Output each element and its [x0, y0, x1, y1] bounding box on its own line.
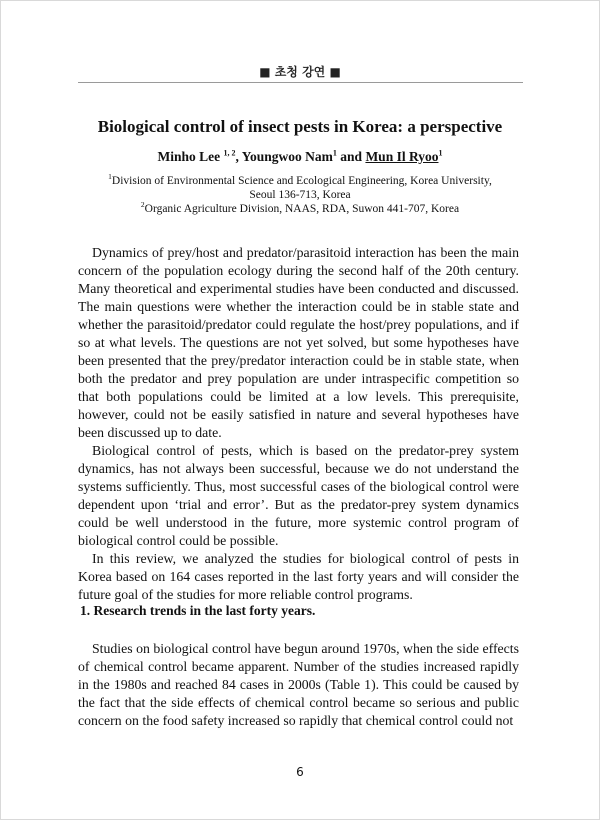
author-affiliation-mark: 1 — [332, 148, 337, 158]
affiliation-mark: 1 — [108, 172, 112, 182]
author-affiliation-mark: 1, 2 — [223, 148, 236, 158]
author-name: Minho Lee — [157, 149, 221, 164]
affiliation-2 — [0, 200, 600, 215]
section-heading: 1. Research trends in the last forty years. — [80, 603, 316, 618]
affiliation-text: Division of Environmental Science and Ecological Engineering, Korea University, — [111, 175, 492, 187]
corresponding-author-name: Mun Il Ryoo — [365, 149, 439, 164]
body-paragraph: Studies on biological control have begun around 1970s, when the side effects of chemical control became apparent. Number of the studies increased rapidly in the 1980s and reached 84 cases in 2000s (Table 1). This could be caused by the fact that the side effects of chemical control became so serious and public concern on the food safety increased so rapidly that chemical control could not — [78, 641, 519, 728]
affiliation-1-cont: Seoul 136-713, Korea — [249, 189, 351, 201]
affiliation-mark: 2 — [140, 200, 145, 210]
affiliation-text: Organic Agriculture Division, NAAS, RDA, Suwon 441-707, Korea — [144, 203, 460, 215]
author-conjunction: and — [340, 149, 363, 164]
running-header: ■ 초청 강연 ■ — [259, 65, 341, 79]
body-paragraph: Dynamics of prey/host and predator/parasitoid interaction has been the main concern of the population ecology during the second half of the 20th century. Many theoretical and experimental studies have been conducted and discussed. The main questions were whether the interaction could be in stable state and whether the parasitoid/predator could regulate the host/prey populations, and if so at what levels. The questions are not yet solved, but some hypotheses have been presented that the prey/predator interaction could be in stable state, when both the predator and prey population are under intraspecific competition so that both populations could be limited at a low levels. This prerequisite, however, could not be easily satisfied in nature and several hypotheses have been discussed up to date. — [78, 245, 519, 440]
page-number: 6 — [296, 765, 304, 779]
author-affiliation-mark: 1 — [438, 148, 443, 158]
body-paragraph: Biological control of pests, which is based on the predator-prey system dynamics, has not always been successful, because we do not understand the systems sufficiently. Thus, most successful cases of the biological control were dependent upon ‘trial and error’. But as the predator-prey system dynamics could be well understood in the future, more systemic control program of biological control could be possible. — [78, 443, 519, 548]
introduction-text — [78, 244, 519, 604]
author-line: Minho Lee $^{1, 2}$, Youngwoo Nam$^1$ and Mun Il Ryoo$^1$ — [157, 148, 443, 164]
author-name: Youngwoo Nam — [241, 149, 333, 164]
section-1-text — [78, 640, 519, 730]
page-border-top — [0, 0, 600, 1]
body-paragraph: In this review, we analyzed the studies for biological control of pests in Korea based on 164 cases reported in the last forty years and will consider the future goal of the studies for more reliable control programs. — [78, 551, 519, 602]
header-rule — [78, 82, 523, 83]
paper-title: Biological control of insect pests in Korea: a perspective — [97, 117, 503, 136]
affiliation-1 — [0, 172, 600, 187]
